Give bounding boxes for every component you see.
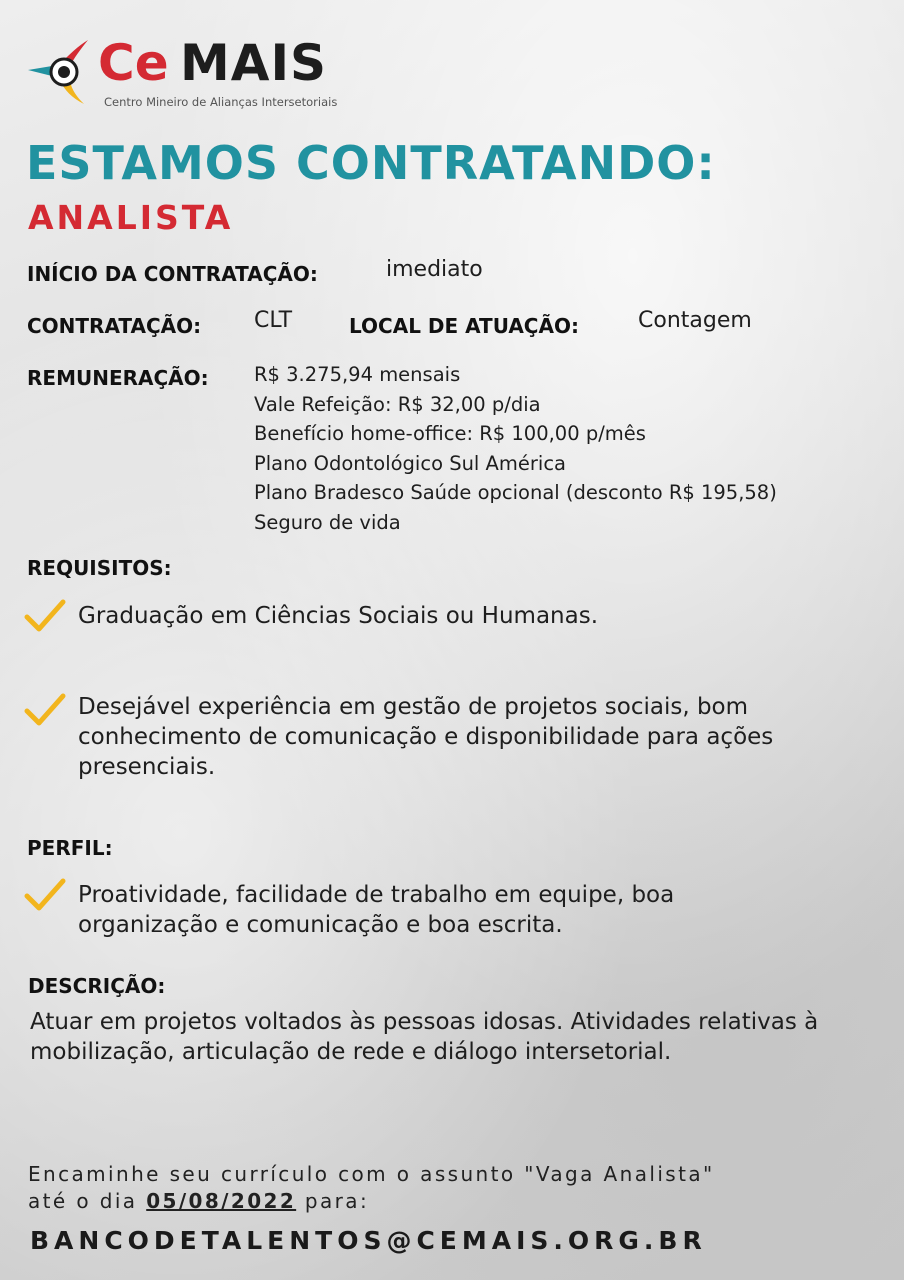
page-title: ESTAMOS CONTRATANDO: bbox=[26, 136, 716, 190]
pay-item: Benefício home-office: R$ 100,00 p/mês bbox=[254, 422, 646, 445]
requirement-item: Graduação em Ciências Sociais ou Humanas. bbox=[78, 603, 599, 629]
job-role: ANALISTA bbox=[28, 198, 234, 237]
footer-instruction: Encaminhe seu currículo com o assunto "Vaga Analista" bbox=[28, 1162, 715, 1186]
profile-label: PERFIL: bbox=[27, 836, 113, 860]
deadline-date: 05/08/2022 bbox=[146, 1189, 297, 1213]
pay-item: Plano Bradesco Saúde opcional (desconto R$ 195,58) bbox=[254, 481, 777, 504]
requirement-item: Desejável experiência em gestão de projetos sociais, bom conhecimento de comunicação e disponibilidade para ações presenciais. bbox=[78, 694, 774, 780]
profile-item: Proatividade, facilidade de trabalho em equipe, boa organização e comunicação e boa escrita. bbox=[78, 882, 675, 938]
start-value: imediato bbox=[386, 257, 483, 282]
pay-item: Plano Odontológico Sul América bbox=[254, 451, 566, 475]
logo-wordmark-ce: Ce bbox=[98, 34, 169, 92]
location-label: LOCAL DE ATUAÇÃO: bbox=[349, 314, 579, 338]
footer-deadline-suffix: para: bbox=[296, 1189, 370, 1213]
pay-item: R$ 3.275,94 mensais bbox=[254, 363, 461, 386]
location-value: Contagem bbox=[638, 308, 752, 333]
cemais-logo-icon bbox=[26, 36, 98, 108]
contact-email[interactable]: BANCODETALENTOS@CEMAIS.ORG.BR bbox=[30, 1226, 707, 1255]
contract-value: CLT bbox=[254, 308, 293, 333]
start-label: INÍCIO DA CONTRATAÇÃO: bbox=[27, 262, 318, 286]
description-label: DESCRIÇÃO: bbox=[28, 974, 166, 998]
pay-list bbox=[254, 360, 777, 537]
footer-deadline-prefix: até o dia bbox=[28, 1189, 147, 1213]
logo-subtitle: Centro Mineiro de Alianças Intersetoriais bbox=[104, 95, 338, 109]
description-text: Atuar em projetos voltados às pessoas idosas. Atividades relativas à mobilização, articulação de rede e diálogo intersetorial. bbox=[30, 1009, 819, 1065]
pay-item: Seguro de vida bbox=[254, 510, 401, 534]
check-icon bbox=[24, 598, 66, 634]
footer-deadline bbox=[28, 1189, 369, 1213]
pay-label: REMUNERAÇÃO: bbox=[27, 366, 209, 390]
contract-label: CONTRATAÇÃO: bbox=[27, 314, 202, 338]
logo-wordmark-mais: MAIS bbox=[180, 34, 328, 92]
check-icon bbox=[24, 692, 66, 728]
requirements-label: REQUISITOS: bbox=[27, 556, 172, 580]
pay-item: Vale Refeição: R$ 32,00 p/dia bbox=[254, 392, 541, 416]
check-icon bbox=[24, 877, 66, 913]
